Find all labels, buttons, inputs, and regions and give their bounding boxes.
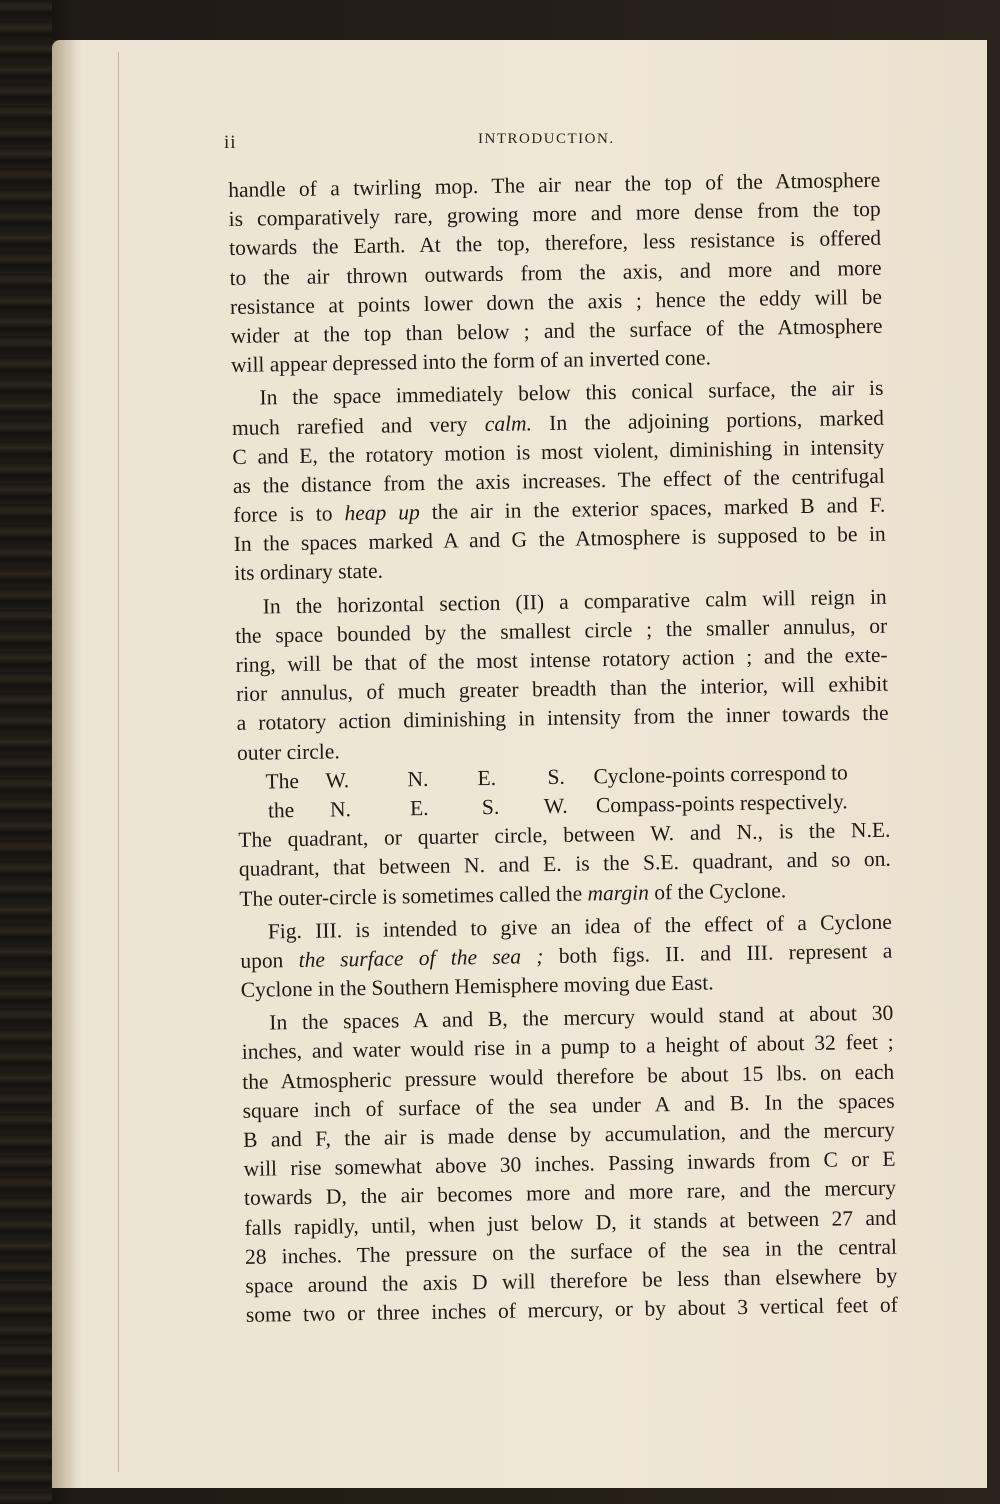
text-line: square inch of surface of the sea under A and B. In the spaces: [242, 1088, 895, 1123]
row-cell: W.: [543, 793, 568, 819]
italic-run: heap up: [344, 500, 420, 526]
paragraph-5: [240, 907, 893, 1005]
text-line: some two or three inches of mercury, or by about 3 vertical feet of: [245, 1292, 899, 1327]
text-line: wider at the top than below ; and the surface of the Atmosphere: [230, 313, 883, 348]
row-cell: Cyclone-points correspond to: [593, 760, 849, 789]
running-head: INTRODUCTION.: [478, 131, 615, 147]
row-cell: S.: [547, 764, 566, 789]
text-line: handle of a twirling mop. The air near the top of the Atmosphere: [228, 167, 881, 202]
row-cell: N.: [407, 766, 429, 792]
text-line: B and F, the air is made dense by accumulation, and the mercury: [242, 1117, 896, 1152]
text-line: In the spaces A and B, the mercury would stand at about 30: [269, 1000, 894, 1035]
paragraph-6: [241, 999, 898, 1330]
text-line: falls rapidly, until, when just below D, it stands at between 27 and: [244, 1205, 897, 1240]
text-line: the Atmospheric pressure would therefore be about 15 lbs. on each: [242, 1059, 895, 1094]
text-run: In the adjoining portions, marked: [531, 405, 885, 435]
paragraph-3: [235, 582, 890, 767]
paragraph-1: [228, 166, 883, 381]
italic-run: margin: [587, 879, 650, 905]
text-line: will rise somewhat above 30 inches. Passing inwards from C or E: [243, 1146, 896, 1182]
text-run: force is to: [233, 501, 345, 528]
row-cell: E.: [409, 795, 429, 821]
text-run: The outer-circle is sometimes called the: [239, 880, 588, 911]
text-line: will appear depressed into the form of an inverted cone.: [230, 345, 712, 378]
text-line: C and E, the rotatory motion is most violent, diminishing in intensity: [232, 434, 885, 469]
text-line: the space bounded by the smallest circle ; the smaller annulus, or: [235, 613, 888, 648]
text-line: is comparatively rare, growing more and more dense from the top: [228, 196, 881, 232]
paragraph-2: [231, 374, 886, 589]
text-line: quadrant, that between N. and E. is the S.E. quadrant, and so on.: [238, 846, 891, 882]
row-cell: The: [265, 768, 300, 794]
row-cell: Compass-points respectively.: [595, 789, 848, 818]
text-line: In the horizontal section (II) a comparative calm will reign in: [262, 584, 887, 619]
text-line: ring, will be that of the most intense rotatory action ; and the exte-: [235, 642, 888, 677]
page-crease: [118, 52, 125, 1472]
italic-run: the surface of the sea ;: [298, 944, 544, 972]
text-line: its ordinary state.: [234, 559, 384, 586]
text-line: In the spaces marked A and G the Atmosphere is supposed to be in: [233, 521, 886, 557]
page-number: ii: [224, 132, 237, 153]
row-cell: W.: [325, 767, 350, 793]
row-cell: S.: [481, 794, 500, 820]
gutter-shadow: [52, 40, 82, 1488]
book-binding-edge: [0, 0, 52, 1504]
text-line: outer circle.: [236, 738, 340, 765]
text-line: as the distance from the axis increases. The effect of the centrifugal: [232, 463, 885, 498]
text-run: upon: [240, 947, 299, 973]
row-cell: the: [267, 797, 295, 823]
text-line: rior annulus, of much greater breadth than the interior, will exhibit: [235, 671, 889, 707]
text-line: towards the Earth. At the top, therefore, less resistance is offered: [228, 226, 882, 261]
text-run: both figs. II. and III. represent a: [543, 938, 893, 969]
row-cell: N.: [329, 797, 352, 822]
text-run: of the Cyclone.: [648, 877, 787, 904]
text-line: inches, and water would rise in a pump to a height of about 32 feet ;: [241, 1030, 894, 1065]
text-line: The quadrant, or quarter circle, between W. and N., is the N.E.: [238, 817, 891, 853]
text-line: Cyclone in the Southern Hemisphere moving due East.: [240, 970, 714, 1002]
text-line: a rotatory action diminishing in intensity from the inner towards the: [236, 701, 889, 736]
body-text: [228, 166, 898, 1330]
text-run: the air in the exterior spaces, marked B and F.: [419, 492, 886, 525]
text-line: space around the axis D will therefore be less than elsewhere by: [245, 1263, 898, 1298]
paragraph-4: [237, 757, 891, 913]
text-line: towards D, the air becomes more and more rare, and the mercury: [243, 1176, 897, 1211]
italic-run: calm.: [484, 410, 533, 436]
text-line: Fig. III. is intended to give an idea of the effect of a Cyclone: [267, 909, 892, 944]
text-line: In the space immediately below this conical surface, the air is: [259, 376, 884, 410]
row-cell: E.: [477, 765, 497, 790]
text-line: resistance at points lower down the axis ; hence the eddy will be: [229, 284, 883, 319]
text-line: to the air thrown outwards from the axis, and more and more: [229, 255, 882, 290]
text-run: much rarefied and very: [231, 411, 485, 440]
text-line: 28 inches. The pressure on the surface of the sea in the central: [244, 1234, 898, 1269]
